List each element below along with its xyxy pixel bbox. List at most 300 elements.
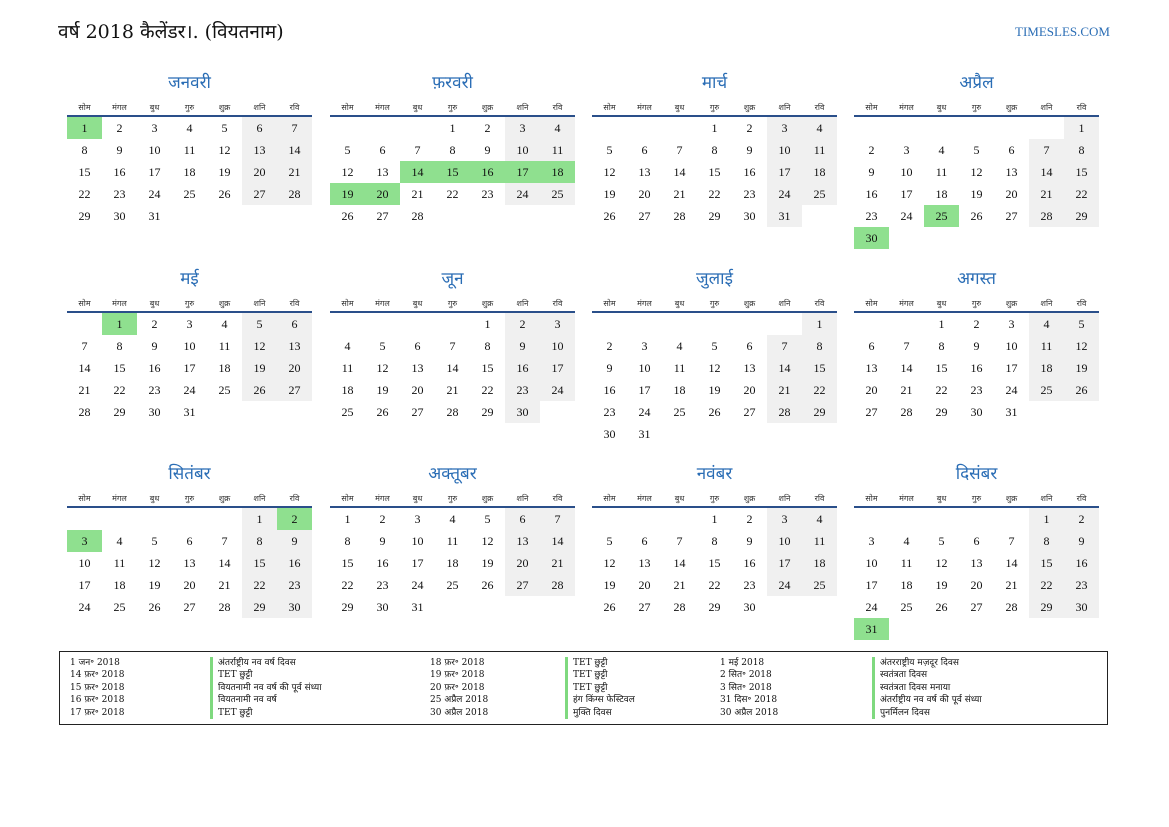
day-cell: 3 [868,534,875,548]
site-link[interactable]: TIMESLES.COM [1015,24,1110,39]
day-cell: 2 [973,317,980,331]
empty-cell [1064,227,1099,249]
day-cell: 20 [970,578,983,592]
day-cell: 13 [505,530,540,552]
day-cell: 21 [673,578,686,592]
weekday-label: बुध [412,103,423,112]
empty-cell [889,117,924,139]
day-cell: 29 [1064,205,1099,227]
day-cell: 17 [900,187,913,201]
day-cell: 30 [277,596,312,618]
weekday-label: शनि [253,494,266,503]
day-cell: 7 [1008,534,1015,548]
weekday-label: मंगल [637,299,652,308]
week-row [67,335,312,357]
day-cell: 22 [481,383,494,397]
day-cell: 27 [376,209,389,223]
day-cell: 12 [1064,335,1099,357]
day-cell: 12 [603,556,616,570]
week-row [854,618,1099,640]
day-cell: 4 [802,117,837,139]
day-cell: 22 [113,383,126,397]
empty-cell [767,596,802,618]
day-cell: 21 [411,187,424,201]
weekday-label: शनि [1040,299,1053,308]
weekday-label: बुध [674,494,685,503]
empty-cell [242,205,277,227]
day-cell: 27 [970,600,983,614]
day-cell: 13 [183,556,196,570]
day-cell: 26 [603,600,616,614]
holiday-name: अंतर्राष्ट्रीय नव वर्ष दिवस [210,657,322,669]
day-cell: 11 [113,556,126,570]
day-cell: 28 [1005,600,1018,614]
weekday-label: रवि [1076,103,1087,112]
weekday-header [854,488,1099,508]
day-cell: 16 [743,165,756,179]
weekday-label: शनि [1040,103,1053,112]
empty-cell [697,313,732,335]
empty-cell [854,117,889,139]
empty-cell [207,205,242,227]
empty-cell [802,205,837,227]
day-cell: 24 [638,405,651,419]
day-cell: 2 [1064,508,1099,530]
day-cell: 14 [540,530,575,552]
day-cell: 23 [1064,574,1099,596]
empty-cell [994,618,1029,640]
day-cell: 21 [673,187,686,201]
week-row [854,161,1099,183]
day-cell: 16 [277,552,312,574]
weekday-label: गुरु [971,299,982,308]
day-cell: 24 [767,183,802,205]
day-cell: 17 [767,552,802,574]
day-cell: 26 [1064,379,1099,401]
holiday-name: TET छुट्टी [210,669,322,681]
week-row [330,596,575,618]
day-cell: 6 [1008,143,1015,157]
day-cell: 5 [151,534,158,548]
empty-cell [277,205,312,227]
day-cell: 19 [148,578,161,592]
weekday-label: बुध [149,299,160,308]
holiday-day: 15 [435,161,470,183]
day-cell: 6 [414,339,421,353]
weekday-label: शनि [253,103,266,112]
holiday-name: स्वतंत्रता दिवस मनाया [872,682,982,694]
day-cell: 20 [1005,187,1018,201]
day-cell: 20 [277,357,312,379]
day-cell: 23 [113,187,126,201]
weekday-label: रवि [289,103,300,112]
day-cell: 7 [277,117,312,139]
day-cell: 7 [676,534,683,548]
day-cell: 1 [1064,117,1099,139]
month-title: दिसंबर [955,464,998,484]
empty-cell [959,227,994,249]
weekday-label: रवि [1076,494,1087,503]
day-cell: 19 [603,578,616,592]
day-cell: 4 [221,317,228,331]
day-cell: 6 [868,339,875,353]
week-row [330,401,575,423]
empty-cell [994,508,1029,530]
week-row [854,139,1099,161]
day-cell: 31 [183,405,196,419]
day-cell: 6 [277,313,312,335]
empty-cell [697,423,732,445]
holiday-day: 25 [924,205,959,227]
day-cell: 16 [148,361,161,375]
day-cell: 3 [1008,317,1015,331]
day-cell: 19 [376,383,389,397]
day-cell: 21 [277,161,312,183]
day-cell: 20 [411,383,424,397]
day-cell: 23 [970,383,983,397]
day-cell: 28 [411,209,424,223]
day-cell: 6 [641,143,648,157]
week-row [67,574,312,596]
weekday-label: शुक्र [481,299,494,308]
day-cell: 11 [802,530,837,552]
day-cell: 26 [481,578,494,592]
empty-cell [924,117,959,139]
empty-cell [207,508,242,530]
empty-cell [1029,117,1064,139]
week-row [854,401,1099,423]
weekday-header [592,293,837,313]
holiday-name: अंतर्राष्ट्रीय नव वर्ष की पूर्व संध्या [872,694,982,706]
weekday-label: शुक्र [218,299,231,308]
day-cell: 9 [606,361,613,375]
day-cell: 29 [935,405,948,419]
day-cell: 21 [900,383,913,397]
empty-cell [889,618,924,640]
weekday-label: सोम [78,103,91,112]
weekday-label: रवि [289,299,300,308]
day-cell: 23 [376,578,389,592]
weekday-label: गुरु [971,494,982,503]
weekday-label: शनि [778,494,791,503]
weekday-label: बुध [936,299,947,308]
weekday-label: सोम [78,299,91,308]
day-cell: 27 [505,574,540,596]
day-cell: 18 [183,165,196,179]
empty-cell [67,508,102,530]
day-cell: 22 [1064,183,1099,205]
week-row [67,530,312,552]
weekday-label: गुरु [709,494,720,503]
day-cell: 28 [277,183,312,205]
day-cell: 21 [1029,183,1064,205]
month-title: अप्रैल [959,73,994,93]
weekday-label: बुध [936,103,947,112]
empty-cell [435,205,470,227]
day-cell: 30 [970,405,983,419]
legend-dates [720,657,778,719]
day-cell: 31 [767,205,802,227]
day-cell: 9 [151,339,158,353]
day-cell: 6 [641,534,648,548]
weekday-label: शुक्र [1005,103,1018,112]
day-cell: 1 [1029,508,1064,530]
weekday-label: रवि [289,494,300,503]
weekday-header [592,488,837,508]
empty-cell [102,508,137,530]
day-cell: 13 [242,139,277,161]
day-cell: 25 [673,405,686,419]
day-cell: 18 [802,161,837,183]
day-cell: 29 [802,401,837,423]
weekday-label: सोम [341,299,354,308]
day-cell: 16 [970,361,983,375]
day-cell: 19 [970,187,983,201]
weekday-label: मंगल [375,299,390,308]
day-cell: 1 [484,317,491,331]
day-cell: 11 [1029,335,1064,357]
day-cell: 26 [242,379,277,401]
empty-cell [1029,227,1064,249]
weekday-header [67,293,312,313]
day-cell: 8 [449,143,456,157]
day-cell: 8 [711,534,718,548]
day-cell: 7 [221,534,228,548]
day-cell: 7 [903,339,910,353]
day-cell: 3 [540,313,575,335]
day-cell: 16 [505,357,540,379]
legend-names [210,657,322,719]
legend-names [872,657,982,719]
empty-cell [1064,401,1099,423]
day-cell: 23 [481,187,494,201]
day-cell: 19 [935,578,948,592]
holiday-day: 31 [854,618,889,640]
weekday-label: बुध [412,299,423,308]
day-cell: 30 [113,209,126,223]
day-cell: 9 [973,339,980,353]
page-title: वर्ष 2018 कैलेंडर।. (वियतनाम) [58,21,284,43]
week-row [592,161,837,183]
day-cell: 6 [379,143,386,157]
day-cell: 10 [540,335,575,357]
day-cell: 23 [603,405,616,419]
holiday-date: 16 फ़र॰ 2018 [70,695,125,706]
day-cell: 11 [183,143,196,157]
day-cell: 10 [638,361,651,375]
week-row [854,574,1099,596]
week-row [592,423,837,445]
day-cell: 13 [376,165,389,179]
day-cell: 4 [344,339,351,353]
month-title: अक्तूबर [428,464,477,484]
empty-cell [994,117,1029,139]
day-cell: 10 [900,165,913,179]
day-cell: 7 [414,143,421,157]
holiday-date: 25 अप्रैल 2018 [430,695,489,706]
day-cell: 12 [341,165,354,179]
day-cell: 8 [242,530,277,552]
weekday-label: सोम [865,299,878,308]
day-cell: 8 [1064,139,1099,161]
holiday-name: पुनर्मिलन दिवस [872,707,982,719]
week-row [330,379,575,401]
day-cell: 31 [638,427,651,441]
day-cell: 26 [376,405,389,419]
day-cell: 18 [935,187,948,201]
day-cell: 4 [1029,313,1064,335]
day-cell: 12 [242,335,277,357]
weekday-label: शुक्र [743,494,756,503]
day-cell: 12 [708,361,721,375]
day-cell: 5 [938,534,945,548]
day-cell: 17 [767,161,802,183]
week-row [67,205,312,227]
week-row [330,117,575,139]
day-cell: 19 [242,357,277,379]
day-cell: 17 [638,383,651,397]
day-cell: 24 [78,600,91,614]
holiday-date: 20 फ़र॰ 2018 [430,682,485,693]
week-row [330,574,575,596]
holiday-day: 2 [277,508,312,530]
day-cell: 11 [446,534,459,548]
week-row [330,183,575,205]
weekday-label: शनि [516,103,529,112]
weekday-label: गुरु [709,103,720,112]
empty-cell [889,508,924,530]
day-cell: 5 [242,313,277,335]
day-cell: 8 [802,335,837,357]
day-cell: 10 [78,556,91,570]
empty-cell [365,313,400,335]
day-cell: 22 [341,578,354,592]
day-cell: 12 [935,556,948,570]
day-cell: 2 [505,313,540,335]
day-cell: 14 [446,361,459,375]
day-cell: 7 [449,339,456,353]
day-cell: 25 [900,600,913,614]
day-cell: 11 [218,339,231,353]
empty-cell [470,205,505,227]
day-cell: 10 [183,339,196,353]
day-cell: 20 [638,578,651,592]
day-cell: 26 [148,600,161,614]
empty-cell [1029,401,1064,423]
holiday-name: मुक्ति दिवस [565,707,635,719]
day-cell: 13 [638,165,651,179]
weekday-label: सोम [603,299,616,308]
weekday-label: गुरु [184,299,195,308]
day-cell: 6 [186,534,193,548]
day-cell: 24 [411,578,424,592]
day-cell: 13 [1005,165,1018,179]
week-row [592,596,837,618]
weekday-header [854,97,1099,117]
weekday-label: शुक्र [481,494,494,503]
day-cell: 18 [1029,357,1064,379]
empty-cell [924,508,959,530]
day-cell: 6 [242,117,277,139]
weekday-label: शुक्र [743,299,756,308]
day-cell: 11 [341,361,354,375]
day-cell: 5 [606,143,613,157]
day-cell: 14 [900,361,913,375]
day-cell: 30 [743,209,756,223]
day-cell: 30 [376,600,389,614]
day-cell: 9 [379,534,386,548]
day-cell: 27 [638,600,651,614]
weekday-header [330,97,575,117]
weekday-label: बुध [936,494,947,503]
day-cell: 25 [113,600,126,614]
day-cell: 11 [900,556,913,570]
empty-cell [172,205,207,227]
legend-dates [430,657,488,719]
day-cell: 28 [218,600,231,614]
weekday-label: रवि [1076,299,1087,308]
week-row [330,530,575,552]
weekday-label: शुक्र [743,103,756,112]
empty-cell [540,596,575,618]
day-cell: 4 [449,512,456,526]
empty-cell [400,313,435,335]
day-cell: 2 [116,121,123,135]
day-cell: 19 [481,556,494,570]
day-cell: 24 [767,574,802,596]
weekday-label: गुरु [447,494,458,503]
holiday-day: 18 [540,161,575,183]
week-row [592,335,837,357]
day-cell: 16 [1064,552,1099,574]
weekday-label: मंगल [899,299,914,308]
day-cell: 19 [1064,357,1099,379]
weekday-header [330,488,575,508]
day-cell: 4 [116,534,123,548]
weekday-header [854,293,1099,313]
empty-cell [662,508,697,530]
empty-cell [994,227,1029,249]
day-cell: 1 [802,313,837,335]
day-cell: 5 [221,121,228,135]
month-title: नवंबर [696,464,733,484]
day-cell: 27 [242,183,277,205]
empty-cell [330,117,365,139]
weekday-label: गुरु [184,103,195,112]
day-cell: 25 [540,183,575,205]
holiday-day: 30 [854,227,889,249]
day-cell: 15 [113,361,126,375]
day-cell: 23 [148,383,161,397]
week-row [854,508,1099,530]
day-cell: 9 [1064,530,1099,552]
holiday-day: 14 [400,161,435,183]
empty-cell [802,423,837,445]
empty-cell [959,508,994,530]
day-cell: 23 [505,379,540,401]
empty-cell [627,117,662,139]
day-cell: 5 [379,339,386,353]
day-cell: 31 [148,209,161,223]
day-cell: 15 [341,556,354,570]
holiday-day: 1 [67,117,102,139]
day-cell: 25 [341,405,354,419]
weekday-label: मंगल [112,494,127,503]
day-cell: 8 [484,339,491,353]
weekday-label: सोम [78,494,91,503]
day-cell: 29 [708,600,721,614]
weekday-label: मंगल [112,299,127,308]
